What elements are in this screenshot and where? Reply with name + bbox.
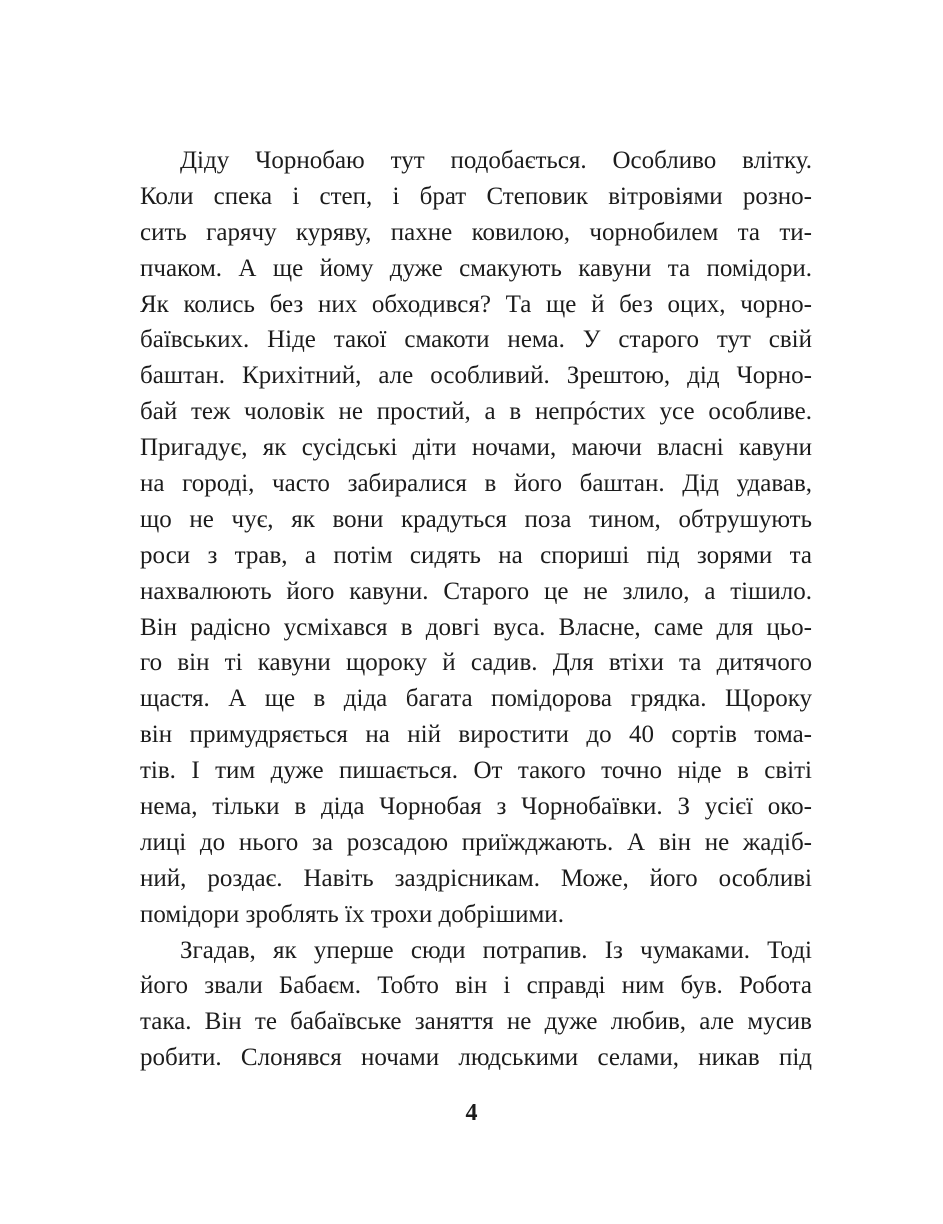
text-line: Згадав, як уперше сюди потрапив. Із чумаками. Тоді (180, 936, 812, 964)
text-line: Коли спека і степ, і брат Степовик вітровіями розно- (140, 182, 812, 210)
text-line: нема, тільки в діда Чорнобая з Чорнобаївки. З усієї око- (140, 793, 812, 821)
text-line: ний, роздає. Навіть заздрісникам. Може, його особливі (140, 864, 812, 892)
text-line: го він ті кавуни щороку й садив. Для втіхи та дитячого (140, 649, 812, 677)
text-line: бай теж чоловік не простий, а в непрóстих усе особливе. (140, 398, 812, 426)
body-text (140, 143, 812, 1076)
text-line: щастя. А ще в діда багата помідорова грядка. Щороку (140, 685, 812, 713)
text-line: Діду Чорнобаю тут подобається. Особливо влітку. (180, 147, 812, 174)
text-line: на городі, часто забиралися в його баштан. Дід удавав, (140, 470, 812, 498)
text-line: Як колись без них обходився? Та ще й без оцих, чорно- (140, 290, 812, 318)
text-line: роси з трав, а потім сидять на спориші під зорями та (140, 541, 812, 569)
text-line: його звали Бабаєм. Тобто він і справді ним був. Робота (140, 972, 812, 1000)
text-line: тів. І тим дуже пишається. От такого точно ніде в світі (140, 757, 812, 785)
text-line: баштан. Крихітний, але особливий. Зрештою, дід Чорно- (140, 362, 812, 390)
text-line: Пригадує, як сусідські діти ночами, маючи власні кавуни (140, 434, 812, 462)
text-line: нахвалюють його кавуни. Старого це не злило, а тішило. (140, 577, 812, 605)
text-line: що не чує, як вони крадуться поза тином, обтрушують (140, 505, 812, 533)
text-line: помідори зроблять їх трохи добрішими. (140, 900, 564, 928)
text-line: Він радісно усміхався в довгі вуса. Власне, саме для цьо- (140, 613, 812, 641)
page-number: 4 (465, 1100, 478, 1126)
text-line: така. Він те бабаївське заняття не дуже любив, але мусив (140, 1008, 812, 1036)
text-line: лиці до нього за розсадою приїжджають. А він не жадіб- (140, 828, 812, 856)
text-line: пчаком. А ще йому дуже смакують кавуни та помідори. (140, 254, 812, 282)
text-line: він примудряється на ній виростити до 40 сортів тома- (140, 721, 812, 749)
text-line: робити. Слонявся ночами людськими селами, никав під (140, 1044, 812, 1072)
text-line: сить гарячу куряву, пахне ковилою, чорнобилем та ти- (140, 218, 812, 246)
text-line: баївських. Ніде такої смакоти нема. У старого тут свій (140, 326, 812, 354)
